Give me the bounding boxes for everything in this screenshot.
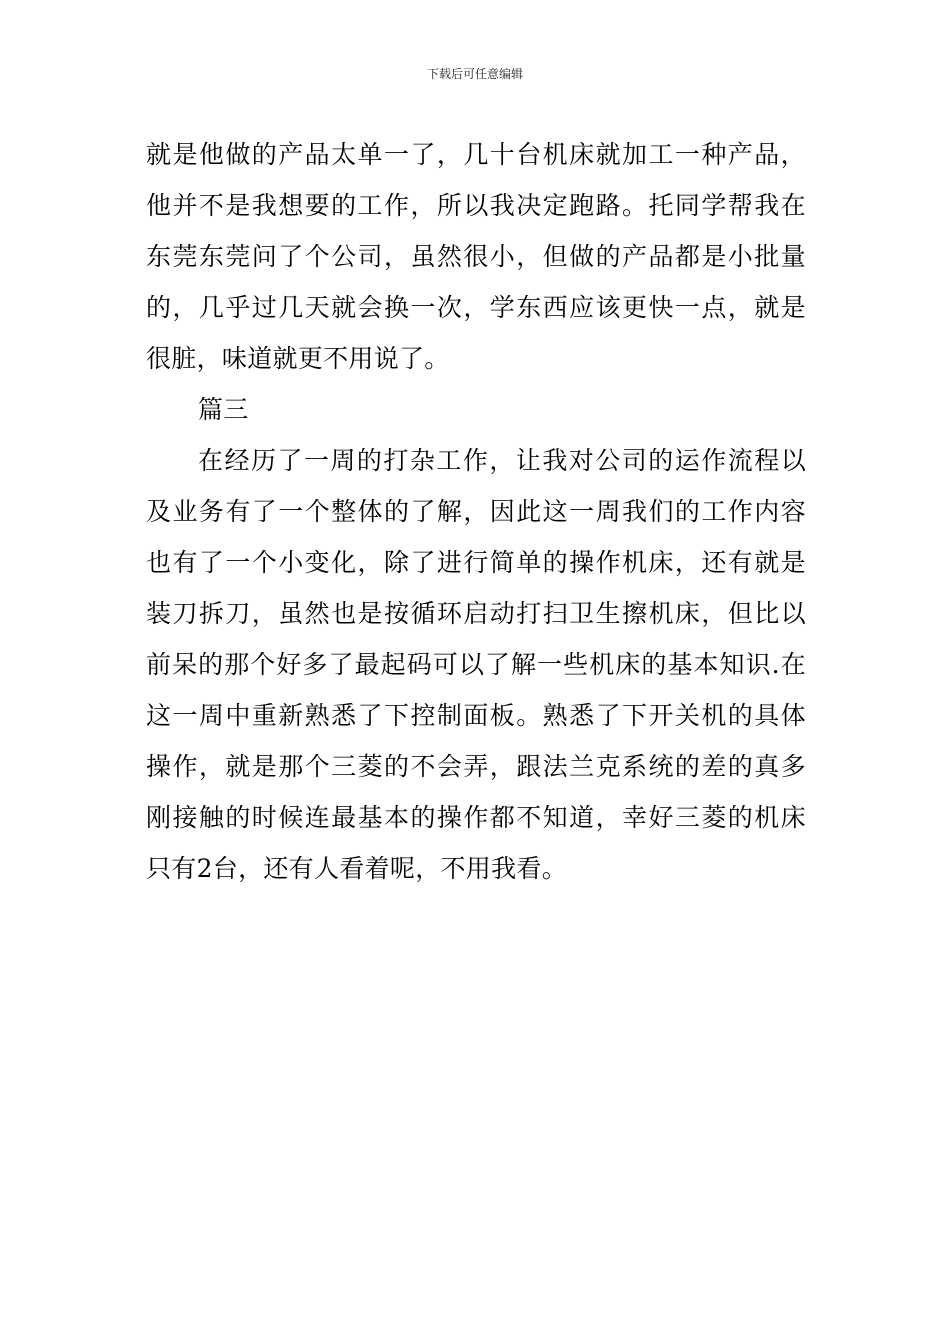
text-line: 就是他做的产品太单一了，几十台机床就加工一种产品， [146, 140, 806, 169]
text-line: 操作，就是那个三菱的不会弄，跟法兰克系统的差的真多 [146, 752, 806, 781]
text-line: 东莞东莞问了个公司，虽然很小，但做的产品都是小批量 [146, 242, 806, 271]
text-line: 及业务有了一个整体的了解，因此这一周我们的工作内容 [146, 497, 806, 526]
text-line: 装刀拆刀，虽然也是按循环启动打扫卫生擦机床，但比以 [146, 599, 806, 628]
document-body [146, 129, 806, 894]
text-line: 前呆的那个好多了最起码可以了解一些机床的基本知识.在 [146, 650, 806, 679]
text-line: 在经历了一周的打杂工作，让我对公司的运作流程以 [198, 446, 806, 475]
text-line: 刚接触的时候连最基本的操作都不知道，幸好三菱的机床 [146, 803, 806, 832]
text-line: 他并不是我想要的工作，所以我决定跑路。托同学帮我在 [146, 191, 806, 220]
text-line: 很脏，味道就更不用说了。 [146, 344, 450, 373]
text-line: 的，几乎过几天就会换一次，学东西应该更快一点，就是 [146, 293, 806, 322]
text-line: 也有了一个小变化，除了进行简单的操作机床，还有就是 [146, 548, 806, 577]
section-heading: 篇三 [198, 395, 249, 424]
text-line: 只有2台，还有人看着呢，不用我看。 [146, 854, 568, 883]
page-header-note: 下载后可任意编辑 [426, 67, 523, 81]
text-line: 这一周中重新熟悉了下控制面板。熟悉了下开关机的具体 [146, 701, 806, 730]
